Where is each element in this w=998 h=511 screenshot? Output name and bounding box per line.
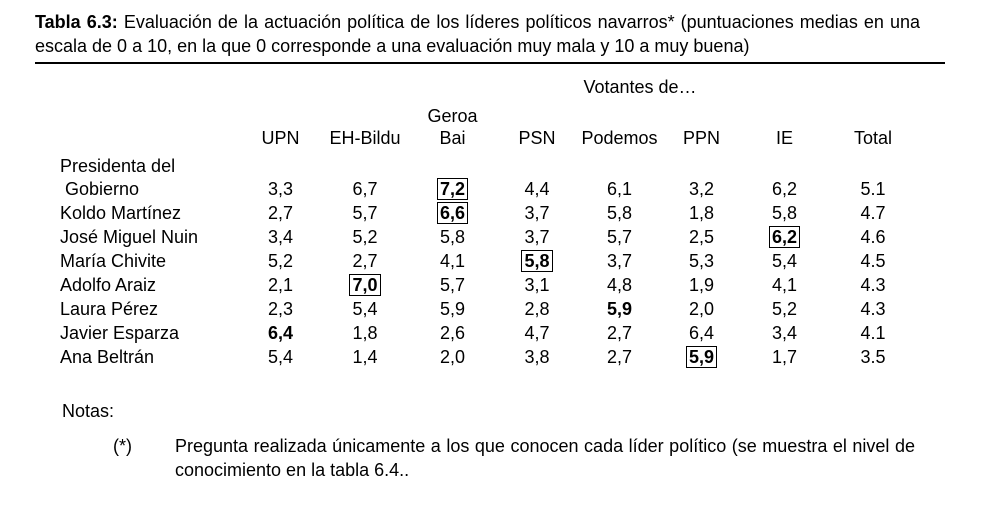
table-row xyxy=(35,153,919,201)
score-cell: 2,6 xyxy=(439,323,466,343)
score-cell: 1,8 xyxy=(352,323,378,343)
score-cell: 3,7 xyxy=(524,203,550,223)
score-cell: 6,1 xyxy=(606,179,633,199)
score-cell: 2,0 xyxy=(439,347,466,367)
leader-name: Laura Pérez xyxy=(60,299,159,319)
score-cell: 6,7 xyxy=(352,179,378,199)
column-header-geroa-bai xyxy=(409,101,496,153)
score-cell-total: 4.3 xyxy=(860,299,886,319)
score-cell: 2,3 xyxy=(267,299,294,319)
footnote xyxy=(113,434,963,482)
score-cell: 5,4 xyxy=(352,299,378,319)
score-cell: 5,8 xyxy=(606,203,633,223)
score-cell-total: 4.5 xyxy=(860,251,886,271)
score-cell xyxy=(409,201,496,225)
score-cell: 3,2 xyxy=(688,179,715,199)
leader-name-top-line: Presidenta del xyxy=(60,156,176,176)
bold-score: 5,9 xyxy=(606,299,633,319)
leader-name: María Chivite xyxy=(60,251,167,271)
score-cell: 3,7 xyxy=(524,227,550,247)
leader-name: Adolfo Araiz xyxy=(60,275,157,295)
leader-name: Javier Esparza xyxy=(60,323,180,343)
table-row xyxy=(35,249,919,273)
header-row xyxy=(35,101,919,153)
column-header-ie: IE xyxy=(775,128,793,148)
boxed-score: 6,2 xyxy=(769,226,800,248)
score-cell: 2,8 xyxy=(524,299,550,319)
score-cell: 5,2 xyxy=(771,299,798,319)
score-cell xyxy=(409,153,496,201)
column-header-upn: UPN xyxy=(261,128,300,148)
score-cell: 5,8 xyxy=(439,227,466,247)
score-cell: 2,5 xyxy=(688,227,715,247)
score-cell-total: 4.7 xyxy=(860,203,886,223)
score-cell xyxy=(496,249,578,273)
table-row xyxy=(35,297,919,321)
leader-name-cell xyxy=(35,153,240,201)
leader-name: José Miguel Nuin xyxy=(60,227,199,247)
score-cell: 3,8 xyxy=(524,347,550,367)
score-cell xyxy=(742,225,827,249)
boxed-score: 6,6 xyxy=(437,202,468,224)
boxed-score: 7,0 xyxy=(349,274,380,296)
score-cell: 1,9 xyxy=(688,275,715,295)
table-title-text: Evaluación de la actuación política de los líderes políticos navarros* (puntuaciones medias en una escala de 0 a 10, en la que 0 corresponde a una evaluación muy mala y 10 a muy buena) xyxy=(35,12,920,56)
score-cell: 4,7 xyxy=(524,323,550,343)
score-cell: 4,1 xyxy=(771,275,798,295)
bold-score: 6,4 xyxy=(267,323,294,343)
score-cell-total: 5.1 xyxy=(860,179,886,199)
score-cell-total: 3.5 xyxy=(860,347,886,367)
score-cell: 5,4 xyxy=(267,347,294,367)
score-cell: 5,3 xyxy=(688,251,715,271)
column-header-geroa-bai-label: Geroa Bai xyxy=(427,106,478,148)
score-cell: 5,2 xyxy=(267,251,294,271)
score-cell: 3,7 xyxy=(606,251,633,271)
boxed-score: 5,9 xyxy=(686,346,717,368)
table-row xyxy=(35,201,919,225)
score-cell: 2,0 xyxy=(688,299,715,319)
boxed-score: 5,8 xyxy=(521,250,552,272)
table-row xyxy=(35,273,919,297)
score-cell: 5,9 xyxy=(439,299,466,319)
voters-group-header: Votantes de… xyxy=(583,77,697,97)
leader-name: Gobierno xyxy=(65,179,140,199)
score-cell: 3,1 xyxy=(524,275,550,295)
column-header-eh-bildu: EH-Bildu xyxy=(329,128,401,148)
score-cell xyxy=(578,297,661,321)
score-cell xyxy=(661,345,742,369)
score-cell: 1,7 xyxy=(771,347,798,367)
score-cell-total: 4.1 xyxy=(860,323,886,343)
notes-heading: Notas: xyxy=(62,401,115,421)
score-cell: 3,4 xyxy=(267,227,294,247)
score-cell: 6,2 xyxy=(771,179,798,199)
column-header-total: Total xyxy=(853,128,893,148)
score-cell: 2,7 xyxy=(606,323,633,343)
score-cell: 4,4 xyxy=(524,179,550,199)
score-cell: 3,3 xyxy=(267,179,294,199)
score-cell xyxy=(321,273,409,297)
score-cell-total: 4.3 xyxy=(860,275,886,295)
score-cell: 2,7 xyxy=(606,347,633,367)
footnote-marker: (*) xyxy=(113,436,132,456)
score-cell: 2,7 xyxy=(352,251,378,271)
table-row xyxy=(35,321,919,345)
score-cell: 5,7 xyxy=(606,227,633,247)
table-title xyxy=(35,10,920,58)
score-cell: 5,4 xyxy=(771,251,798,271)
table-body xyxy=(35,153,919,369)
evaluation-table xyxy=(35,101,919,369)
score-cell-total: 4.6 xyxy=(860,227,886,247)
score-cell: 5,8 xyxy=(771,203,798,223)
score-cell: 4,8 xyxy=(606,275,633,295)
score-cell: 2,1 xyxy=(267,275,294,295)
score-cell: 2,7 xyxy=(267,203,294,223)
score-cell: 5,2 xyxy=(352,227,378,247)
column-header-psn: PSN xyxy=(518,128,556,148)
score-cell xyxy=(240,321,321,345)
table-title-label: Tabla 6.3: xyxy=(35,12,118,32)
boxed-score: 7,2 xyxy=(437,178,468,200)
leader-name: Koldo Martínez xyxy=(60,203,182,223)
leader-name: Ana Beltrán xyxy=(60,347,155,367)
table-header xyxy=(35,101,919,153)
score-cell: 1,4 xyxy=(352,347,378,367)
column-header-leader xyxy=(35,101,240,153)
column-header-ppn: PPN xyxy=(682,128,720,148)
score-cell: 1,8 xyxy=(688,203,715,223)
score-cell: 3,4 xyxy=(771,323,798,343)
table-row xyxy=(35,225,919,249)
score-cell: 5,7 xyxy=(439,275,466,295)
title-divider xyxy=(35,62,945,64)
score-cell: 5,7 xyxy=(352,203,378,223)
column-header-podemos: Podemos xyxy=(581,128,658,148)
score-cell: 6,4 xyxy=(688,323,715,343)
footnote-text: Pregunta realizada únicamente a los que conocen cada líder político (se muestra el nivel de conocimiento en la tabla 6.4.. xyxy=(175,436,915,480)
score-cell: 4,1 xyxy=(439,251,466,271)
table-row xyxy=(35,345,919,369)
